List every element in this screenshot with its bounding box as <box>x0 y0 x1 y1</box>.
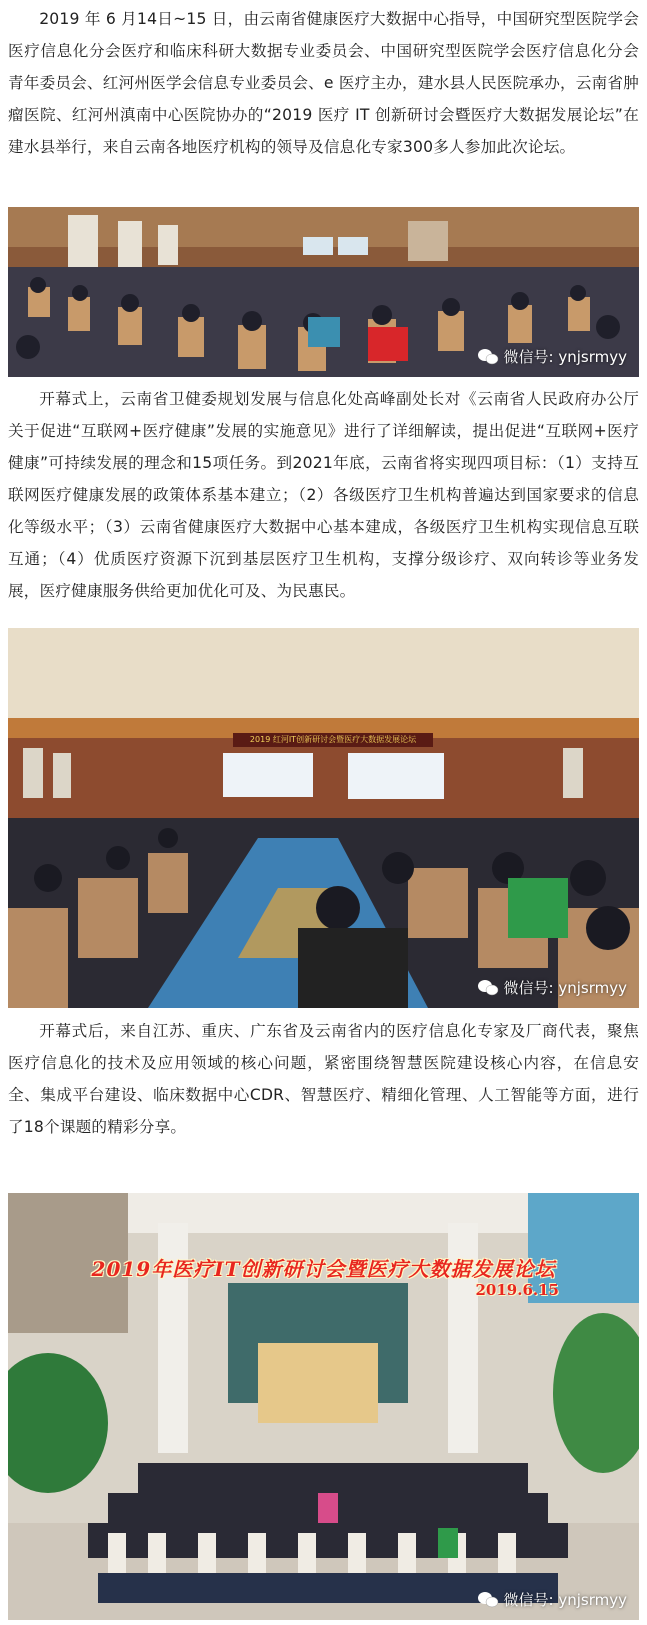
watermark <box>477 1589 627 1610</box>
conference-hall-photo-1 <box>8 207 639 377</box>
article-paragraph-opening: 开幕式上，云南省卫健委规划发展与信息化处高峰副处长对《云南省人民政府办公厅关于促进“互联网+医疗健康”发展的实施意见》进行了详细解读，提出促进“互联网+医疗健康”可持续发展的理念和15项任务。到2021年底，云南省将实现四项目标：（1）支持互联网医疗健康发展的政策体系基本建立；（2）各级医疗卫生机构普遍达到国家要求的信息化等级水平；（3）云南省健康医疗大数据中心基本建成，各级医疗卫生机构实现信息互联互通；（4）优质医疗资源下沉到基层医疗卫生机构，支撑分级诊疗、双向转诊等业务发展，医疗健康服务供给更加优化可及、为民惠民。 <box>8 390 639 600</box>
watermark-text: 微信号: ynjsrmyy <box>503 1591 627 1609</box>
watermark <box>477 977 627 998</box>
conference-hall-photo-2 <box>8 628 639 1008</box>
article-paragraph-intro: 2019 年 6 月14日~15 日，由云南省健康医疗大数据中心指导，中国研究型医院学会医疗信息化分会医疗和临床科研大数据专业委员会、中国研究型医院学会医疗信息化分会青年委员会、红河州医学会信息专业委员会、e 医疗主办，建水县人民医院承办，云南省肿瘤医院、红河州滇南中心医院协办的“2019 医疗 IT 创新研讨会暨医疗大数据发展论坛”在建水县举行，来自云南各地医疗机构的领导及信息化专家300多人参加此次论坛。 <box>8 10 639 156</box>
watermark <box>477 346 627 367</box>
watermark-text: 微信号: ynjsrmyy <box>503 979 627 997</box>
group-photo-banner-date: 2019.6.15 <box>475 1281 559 1299</box>
wechat-icon <box>477 1591 499 1609</box>
wechat-icon <box>477 348 499 366</box>
article-paragraph-sharing: 开幕式后，来自江苏、重庆、广东省及云南省内的医疗信息化专家及厂商代表，聚焦医疗信息化的技术及应用领域的核心问题，紧密围绕智慧医院建设核心内容，在信息安全、集成平台建设、临床数据中心CDR、智慧医疗、精细化管理、人工智能等方面，进行了18个课题的精彩分享。 <box>8 1022 639 1136</box>
group-photo <box>8 1193 639 1620</box>
watermark-text: 微信号: ynjsrmyy <box>503 348 627 366</box>
wechat-icon <box>477 979 499 997</box>
group-photo-banner-title: 2019年医疗IT创新研讨会暨医疗大数据发展论坛 <box>91 1257 556 1281</box>
stage-banner: 2019 红河IT创新研讨会暨医疗大数据发展论坛 <box>233 733 433 747</box>
